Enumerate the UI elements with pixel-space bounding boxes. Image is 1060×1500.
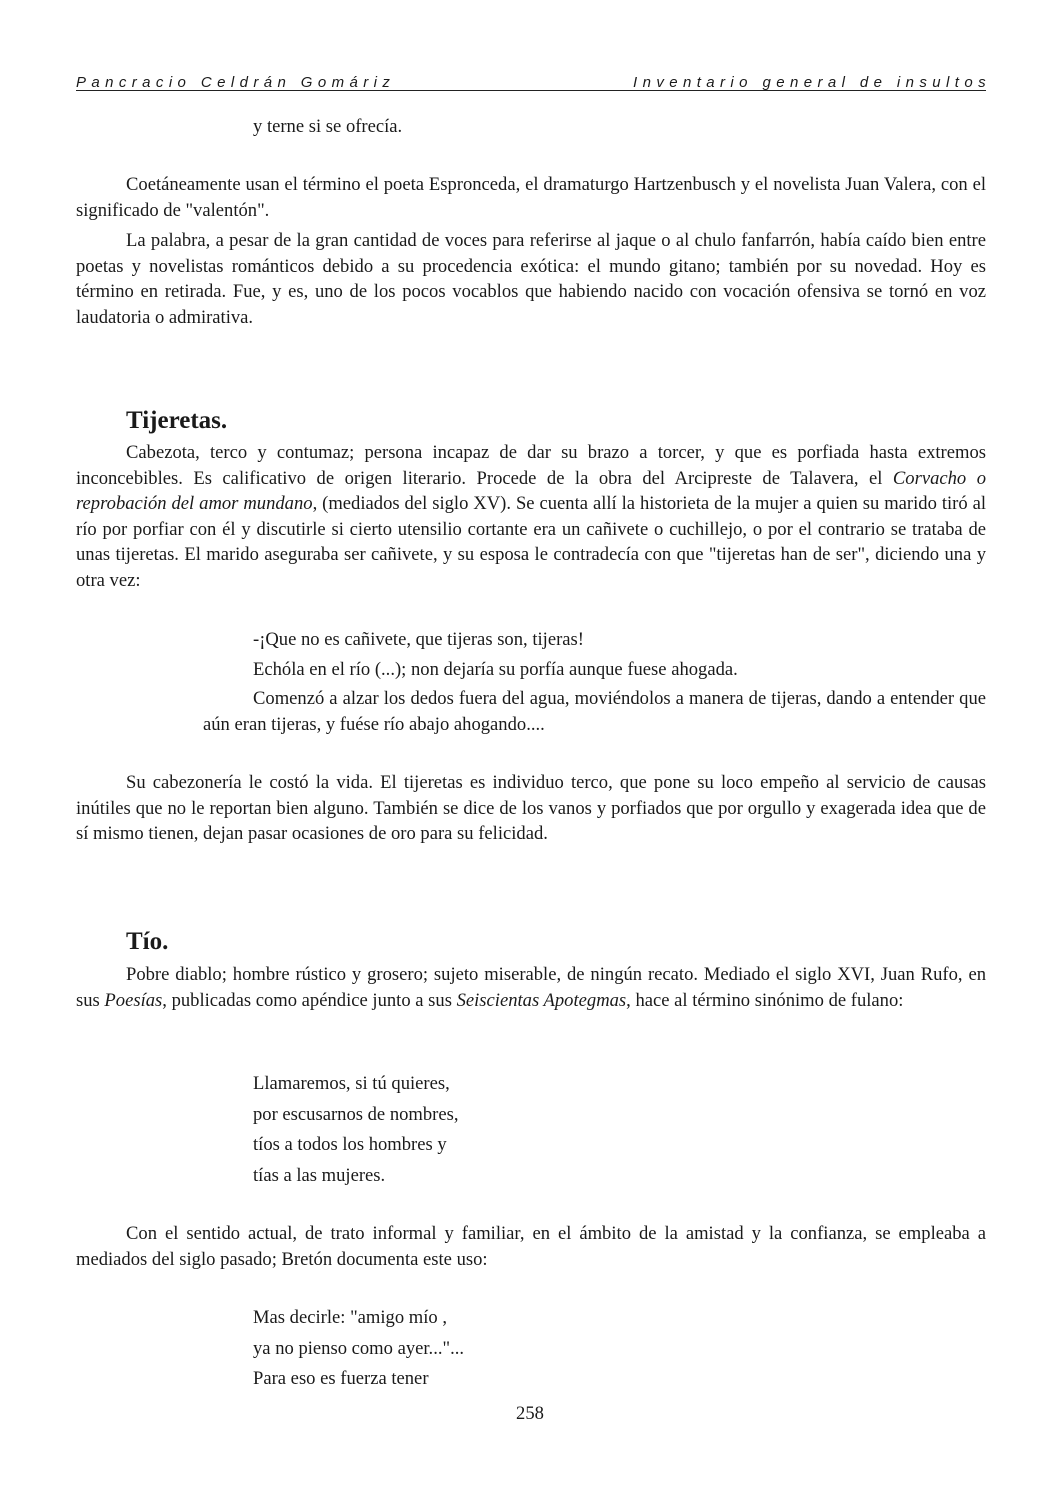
- paragraph-la-palabra: La palabra, a pesar de la gran cantidad de voces para referirse al jaque o al chulo fanfarrón, había caído bien entre poetas y novelistas románticos debido a su procedencia exótica: el mundo gitano; también por su novedad. Hoy es término en retirada. Fue, y es, uno de los pocos vocablos que habiendo nacido con vocación ofensiva se tornó en voz laudatoria o admirativa.: [76, 230, 986, 328]
- verse-line: Para eso es fuerza tener: [253, 1368, 429, 1390]
- tijeretas-intro-block: [76, 440, 986, 594]
- paragraph-tio-intro: [76, 962, 986, 1013]
- verse-line: ya no pienso como ayer..."...: [253, 1337, 465, 1359]
- tijeretas-quote: [203, 625, 986, 738]
- quote-line: -¡Que no es cañivete, que tijeras son, tijeras!: [253, 629, 584, 650]
- entry-heading-tijeretas: Tijeretas.: [126, 407, 228, 434]
- text-run: Cabezota, terco y contumaz; persona incapaz de dar su brazo a torcer, y que es porfiada hasta extremos inconcebibles. Es calificativo de origen literario. Procede de la obra del Arcipreste de Talavera, el: [76, 442, 986, 489]
- paragraph-espronceda: Coetáneamente usan el término el poeta Espronceda, el dramaturgo Hartzenbusch y el novelista Juan Valera, con el significado de "valentón".: [76, 174, 986, 221]
- verse-line: Llamaremos, si tú quieres,: [253, 1073, 450, 1094]
- verse-line: Mas decirle: "amigo mío ,: [253, 1307, 447, 1328]
- tio-intro-block: [76, 962, 986, 1013]
- quote-line: Echóla en el río (...); non dejaría su porfía aunque fuese ahogada.: [253, 658, 738, 680]
- verse-continuation: [253, 112, 653, 143]
- paragraph-tijeretas-intro: [76, 440, 986, 594]
- text-run: , (mediados del siglo XV). Se cuenta allí la historieta de la mujer a quien su marido tiró al río por porfiar con él y discutirle si cierto utensilio cortante era un cañivete o cuchillejo, o por el contrario se trataba de unas tijeretas. El marido aseguraba ser cañivete, y su esposa le contradecía con que "tijeretas han de ser", diciendo una y otra vez:: [76, 493, 986, 591]
- running-header: [76, 70, 991, 91]
- tijeretas-closing-block: [76, 770, 986, 847]
- text-run: , hace al término sinónimo de fulano:: [626, 989, 904, 1011]
- text-run: Pobre diablo; hombre rústico y grosero; sujeto miserable, de ningún recato. Mediado el siglo XVI, Juan Rufo, en sus: [76, 964, 986, 1011]
- verse-line: y terne si se ofrecía.: [253, 116, 403, 137]
- page-number: 258: [516, 1403, 544, 1424]
- tio-paragraph-block: [76, 1221, 986, 1272]
- header-book-title: Inventario general de insultos: [633, 74, 991, 91]
- tio-verse-breton: [253, 1303, 653, 1395]
- text-run: , publicadas como apéndice junto a sus: [162, 989, 457, 1011]
- quote-line: Comenzó a alzar los dedos fuera del agua, moviéndolos a manera de tijeras, dando a entender que aún eran tijeras, y fuése río abajo ahogando....: [203, 688, 986, 735]
- verse-line: por escusarnos de nombres,: [253, 1103, 459, 1125]
- book-title-italic: Seiscientas Apotegmas: [456, 989, 627, 1011]
- tio-verse-rufo: [253, 1069, 653, 1192]
- top-text-block: [76, 172, 986, 331]
- entry-heading-tio: Tío.: [126, 928, 169, 955]
- paragraph-tio-breton: Con el sentido actual, de trato informal y familiar, en el ámbito de la amistad y la confianza, se empleaba a mediados del siglo pasado; Bretón documenta este uso:: [76, 1223, 986, 1270]
- paragraph-tijeretas-closing: Su cabezonería le costó la vida. El tijeretas es individuo terco, que pone su loco empeño al servicio de causas inútiles que no le reportan bien alguno. También se dice de los vanos y porfiados que por orgullo y exagerada idea que de sí mismo tienen, dejan pasar ocasiones de oro para su felicidad.: [76, 772, 986, 845]
- book-title-italic: Poesías: [104, 989, 163, 1011]
- verse-line: tías a las mujeres.: [253, 1165, 386, 1187]
- book-title-italic: Corvacho o reprobación del amor mundano: [76, 467, 986, 515]
- header-author: Pancracio Celdrán Gomáriz: [76, 74, 396, 91]
- verse-line: tíos a todos los hombres y: [253, 1134, 447, 1156]
